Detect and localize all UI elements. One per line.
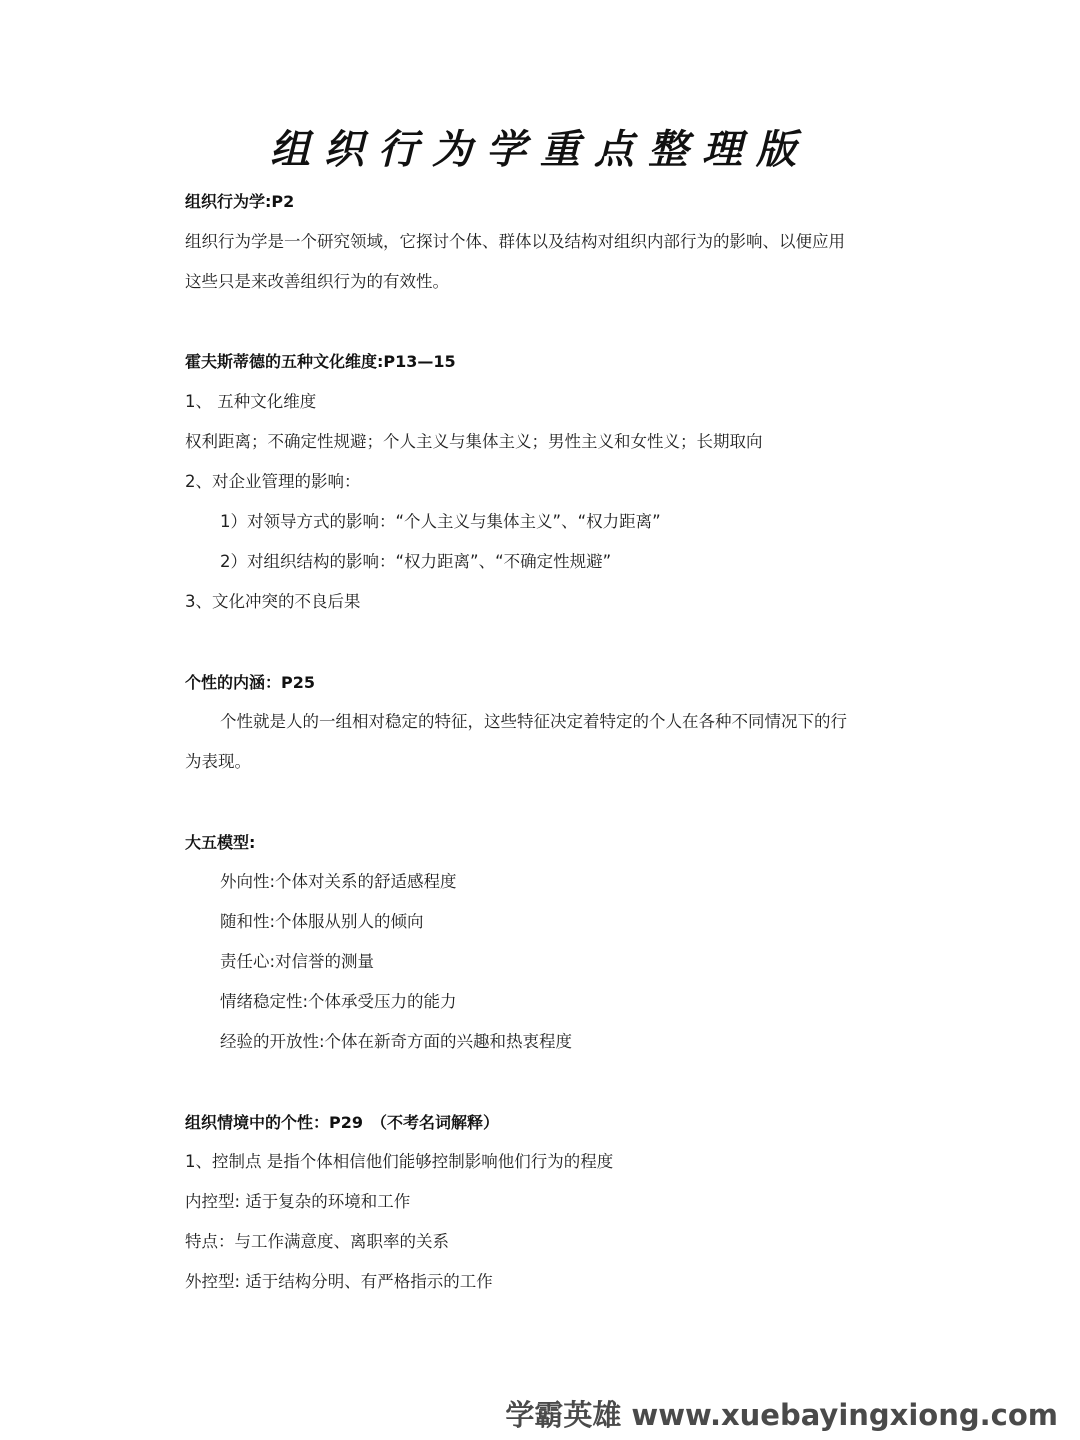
section-heading-hofstede: 霍夫斯蒂德的五种文化维度:P13—15: [185, 352, 456, 371]
list-item-detail: 内控型: 适于复杂的环境和工作: [185, 1192, 411, 1211]
list-item-detail: 特点：与工作满意度、离职率的关系: [185, 1232, 449, 1251]
list-item: 2、对企业管理的影响：: [185, 472, 361, 491]
section-heading-personality: 个性的内涵：P25: [185, 673, 315, 692]
list-item: 1、控制点 是指个体相信他们能够控制影响他们行为的程度: [185, 1152, 614, 1171]
list-item-detail: 外控型: 适于结构分明、有严格指示的工作: [185, 1272, 493, 1291]
section-heading-org-context: 组织情境中的个性：P29 （不考名词解释）: [185, 1113, 499, 1132]
list-item-detail: 权利距离；不确定性规避；个人主义与集体主义；男性主义和女性义；长期取向: [185, 432, 763, 451]
list-item: 经验的开放性:个体在新奇方面的兴趣和热衷程度: [220, 1032, 573, 1051]
list-item: 外向性:个体对关系的舒适感程度: [220, 872, 457, 891]
list-item: 责任心:对信誉的测量: [220, 952, 375, 971]
paragraph-line: 个性就是人的一组相对稳定的特征，这些特征决定着特定的个人在各种不同情况下的行: [220, 712, 847, 731]
list-item: 3、文化冲突的不良后果: [185, 592, 361, 611]
section-heading-ob: 组织行为学:P2: [185, 192, 295, 211]
paragraph-line: 组织行为学是一个研究领域，它探讨个体、群体以及结构对组织内部行为的影响、以便应用: [185, 232, 845, 251]
paragraph-line: 这些只是来改善组织行为的有效性。: [185, 272, 449, 291]
footer-watermark: 学霸英雄 www.xuebayingxiong.com: [505, 1398, 1058, 1432]
list-item: 情绪稳定性:个体承受压力的能力: [220, 992, 457, 1011]
section-heading-big-five: 大五模型:: [185, 833, 256, 852]
paragraph-line: 为表现。: [185, 752, 251, 771]
sub-list-item: 2）对组织结构的影响：“权力距离”、“不确定性规避”: [220, 552, 612, 571]
document-title: 组织行为学重点整理版: [270, 126, 810, 173]
sub-list-item: 1）对领导方式的影响：“个人主义与集体主义”、“权力距离”: [220, 512, 661, 531]
list-item: 1、 五种文化维度: [185, 392, 317, 411]
list-item: 随和性:个体服从别人的倾向: [220, 912, 424, 931]
